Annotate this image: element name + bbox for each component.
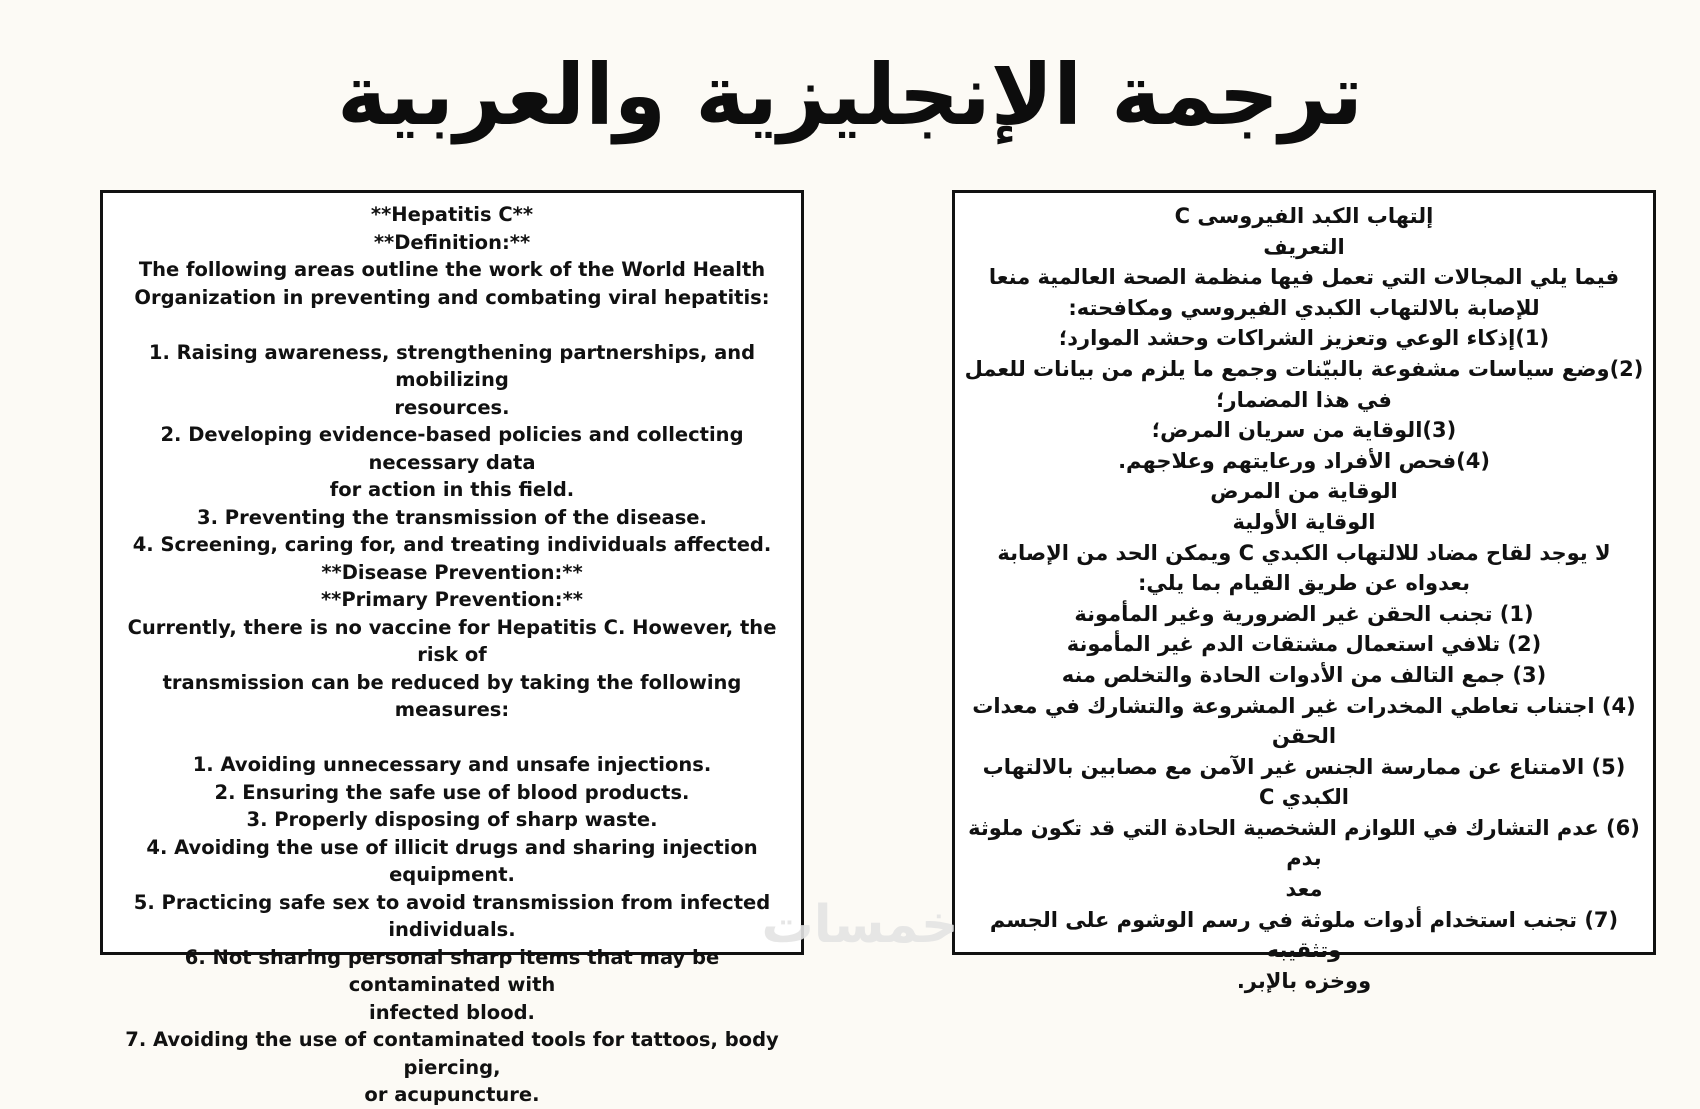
english-text-line: **Hepatitis C**: [370, 203, 534, 226]
english-text-line: 2. Developing evidence-based policies and collecting necessary data: [160, 423, 744, 474]
arabic-text-line: (6) عدم التشارك في اللوازم الشخصية الحادة التي قد تكون ملوثة بدم: [968, 815, 1640, 871]
english-text-line: infected blood.: [369, 1000, 535, 1024]
arabic-text-line: ووخزه بالإبر.: [1236, 968, 1372, 993]
english-text-panel: [100, 190, 804, 1106]
arabic-text-line: (3)الوقاية من سريان المرض؛: [1151, 418, 1457, 443]
english-text-line: individuals.: [388, 918, 516, 941]
arabic-text-line: (1) تجنب الحقن غير الضرورية وغير المأمونة: [1074, 601, 1534, 626]
english-text-line: Organization in preventing and combating viral hepatitis:: [134, 285, 770, 309]
english-text-line: 3. Properly disposing of sharp waste.: [246, 808, 658, 831]
arabic-text-line: (2)وضع سياسات مشفوعة بالبيّنات وجمع ما يلزم من بيانات للعمل: [964, 356, 1644, 381]
arabic-text-line: (7) تجنب استخدام أدوات ملوثة في رسم الوشوم على الجسم وتثقيبه: [989, 907, 1619, 963]
english-text-line: 6. Not sharing personal sharp items that may be contaminated with: [184, 945, 720, 996]
blank-line: [107, 311, 797, 339]
arabic-text-line: بعدواه عن طريق القيام بما يلي:: [1138, 571, 1470, 596]
arabic-text-line: معد: [1285, 877, 1323, 902]
arabic-text-line: (4)فحص الأفراد ورعايتهم وعلاجهم.: [1118, 448, 1490, 473]
arabic-text-line: إلتهاب الكبد الفيروسى C: [1174, 204, 1434, 228]
english-text-line: 1. Raising awareness, strengthening partnerships, and mobilizing: [148, 340, 756, 391]
arabic-text-line: للإصابة بالالتهاب الكبدي الفيروسي ومكافحته:: [1068, 295, 1540, 320]
arabic-text-line: (5) الامتناع عن ممارسة الجنس غير الآمن مع مصابين بالالتهاب: [982, 754, 1626, 779]
page-title: ترجمة الإنجليزية والعربية: [337, 46, 1363, 144]
english-text-line: The following areas outline the work of the World Health: [138, 258, 766, 281]
arabic-text-line: الوقاية من المرض: [1210, 479, 1398, 504]
english-text-line: 3. Preventing the transmission of the disease.: [197, 505, 707, 529]
english-text-line: or acupuncture.: [364, 1083, 540, 1106]
english-text-line: 2. Ensuring the safe use of blood products.: [214, 780, 690, 804]
english-text-line: Currently, there is no vaccine for Hepatitis C. However, the risk of: [127, 615, 777, 666]
arabic-text-line: التعريف: [1263, 234, 1345, 259]
english-text-line: 5. Practicing safe sex to avoid transmission from infected: [133, 890, 771, 914]
blank-line: [107, 724, 797, 752]
english-text-line: 4. Screening, caring for, and treating individuals affected.: [132, 533, 772, 556]
english-text-line: 7. Avoiding the use of contaminated tools for tattoos, body piercing,: [125, 1028, 779, 1079]
arabic-text-panel: [952, 190, 1656, 993]
arabic-text-line: لا يوجد لقاح مضاد للالتهاب الكبدي C ويمكن الحد من الإصابة: [997, 540, 1611, 565]
arabic-text-line: (2) تلافي استعمال مشتقات الدم غير المأمونة: [1066, 632, 1542, 657]
english-text-line: **Primary Prevention:**: [320, 588, 583, 611]
english-text-line: resources.: [394, 395, 510, 419]
arabic-text-line: (3) جمع التالف من الأدوات الحادة والتخلص منه: [1061, 662, 1547, 687]
arabic-text-line: الكبدي C: [1259, 785, 1349, 810]
english-text-line: **Definition:**: [373, 230, 531, 254]
arabic-text-line: فيما يلي المجالات التي تعمل فيها منظمة الصحة العالمية منعا: [988, 265, 1620, 290]
english-text-line: **Disease Prevention:**: [321, 560, 583, 584]
english-text-line: transmission can be reduced by taking the following measures:: [162, 670, 742, 721]
arabic-text-line: (4) اجتناب تعاطي المخدرات غير المشروعة والتشارك في معدات: [972, 693, 1636, 718]
english-text-line: for action in this field.: [329, 478, 575, 501]
arabic-text-line: في هذا المضمار؛: [1216, 387, 1392, 412]
arabic-text-line: الحقن: [1271, 724, 1337, 749]
arabic-text-line: (1)إذكاء الوعي وتعزيز الشراكات وحشد الموارد؛: [1058, 326, 1550, 351]
watermark-logo: خمسات: [761, 895, 959, 955]
arabic-text-line: الوقاية الأولية: [1232, 509, 1376, 534]
english-text-line: 1. Avoiding unnecessary and unsafe injections.: [192, 753, 712, 776]
english-text-line: 4. Avoiding the use of illicit drugs and sharing injection equipment.: [146, 835, 758, 886]
